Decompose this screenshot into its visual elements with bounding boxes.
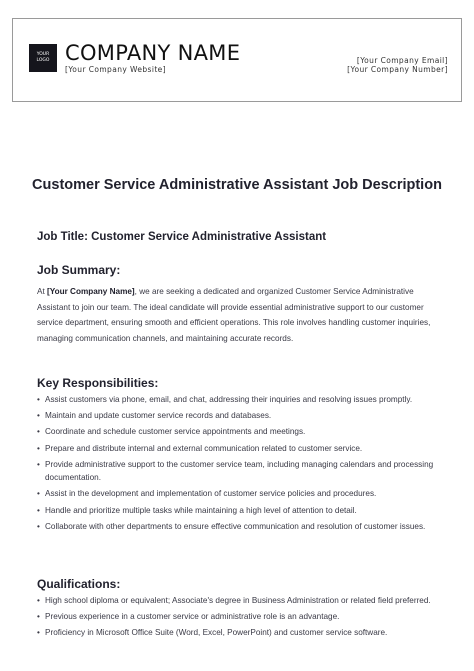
list-item: • Previous experience in a customer service or administrative role is an advantage. xyxy=(37,610,445,623)
job-summary-heading: Job Summary: xyxy=(37,263,121,277)
list-item: • Maintain and update customer service records and databases. xyxy=(37,409,445,422)
summary-body: , we are seeking a dedicated and organized Customer Service Administrative Assistant to join our team. The ideal candidate will provide essential administrative support to our customer service department, ensuring smooth and efficient operations. This role involves handling customer inquiries, managing communication channels, and maintaining accurate records. xyxy=(37,287,431,343)
qualifications-heading: Qualifications: xyxy=(37,577,121,591)
company-email: [Your Company Email] xyxy=(356,56,448,65)
summary-intro: At xyxy=(37,287,48,296)
company-name-placeholder: [Your Company Name] xyxy=(47,287,135,296)
responsibilities-list xyxy=(37,393,445,536)
logo-line-1: YOUR xyxy=(36,52,50,57)
company-name: COMPANY NAME xyxy=(65,41,241,65)
document-title: Customer Service Administrative Assistant Job Description xyxy=(32,177,442,193)
list-item: • Assist in the development and implementation of customer service policies and procedures. xyxy=(37,487,445,500)
company-website: [Your Company Website] xyxy=(65,65,167,74)
list-item: • Prepare and distribute internal and external communication related to customer service. xyxy=(37,442,445,455)
job-summary-text xyxy=(37,284,441,346)
company-contact xyxy=(347,56,448,74)
list-item: • Provide administrative support to the customer service team, including managing calendars and processing documentation. xyxy=(37,458,445,485)
list-item: • Collaborate with other departments to ensure effective communication and resolution of customer issues. xyxy=(37,520,445,533)
list-item: • Assist customers via phone, email, and chat, addressing their inquiries and resolving issues promptly. xyxy=(37,393,445,406)
company-number: [Your Company Number] xyxy=(347,65,448,74)
responsibilities-heading: Key Responsibilities: xyxy=(37,376,159,390)
logo-line-2: LOGO xyxy=(36,58,50,63)
company-logo xyxy=(29,44,57,72)
qualifications-list xyxy=(37,594,445,643)
list-item: • Proficiency in Microsoft Office Suite (Word, Excel, PowerPoint) and customer service software. xyxy=(37,626,445,639)
list-item: • High school diploma or equivalent; Associate's degree in Business Administration or related field preferred. xyxy=(37,594,445,607)
job-title: Job Title: Customer Service Administrative Assistant xyxy=(37,231,327,243)
list-item: • Handle and prioritize multiple tasks while maintaining a high level of attention to detail. xyxy=(37,504,445,517)
list-item: • Coordinate and schedule customer service appointments and meetings. xyxy=(37,425,445,438)
